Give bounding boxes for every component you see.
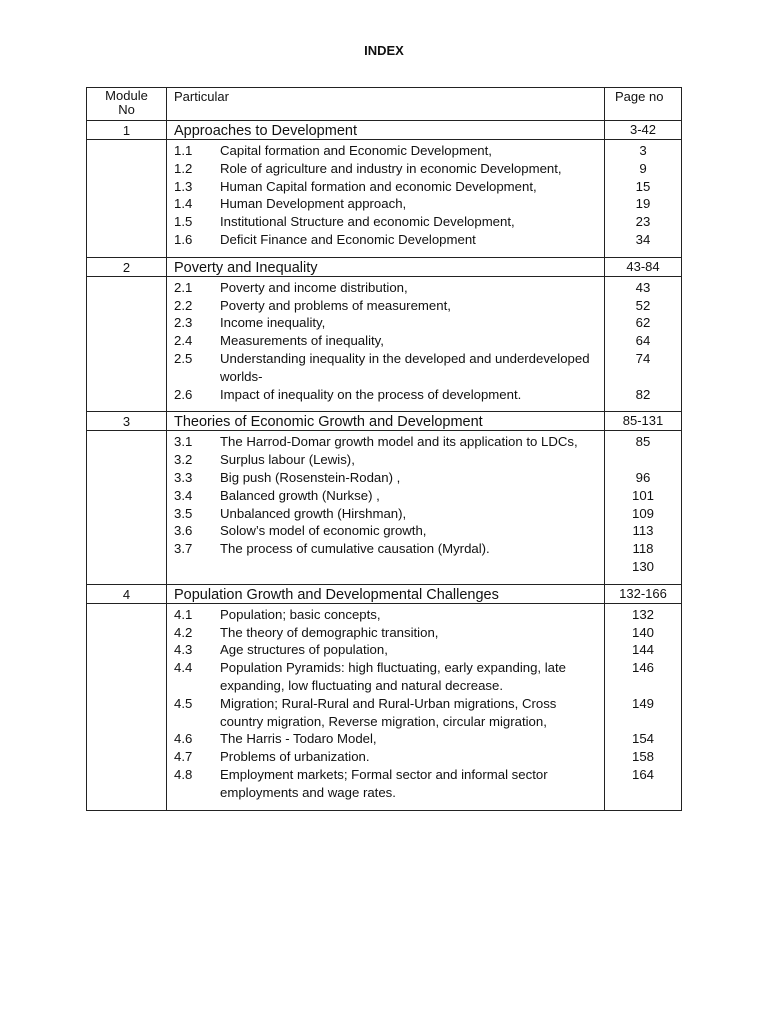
item-page: 64 <box>635 333 651 349</box>
header-row <box>87 88 682 121</box>
item-number: 4.8 <box>174 766 193 782</box>
list-item <box>167 142 604 160</box>
item-page: 146 <box>631 660 654 676</box>
item-text: Population Pyramids: high fluctuating, early expanding, late expanding, low fluctuating and natural decrease. <box>220 660 567 693</box>
item-number: 1.2 <box>174 160 193 176</box>
item-text: Measurements of inequality, <box>220 333 384 349</box>
item-number: 3.7 <box>174 541 193 557</box>
item-text: Income inequality, <box>220 315 326 331</box>
item-text: Employment markets; Formal sector and informal sector employments and wage rates. <box>220 766 548 800</box>
module-items <box>167 431 605 584</box>
module-number: 1 <box>87 121 167 140</box>
item-text: Big push (Rosenstein-Rodan) , <box>220 469 401 485</box>
item-number: 3.1 <box>174 434 193 450</box>
item-number: 1.1 <box>174 143 193 158</box>
item-text: Problems of urbanization. <box>220 749 370 765</box>
module-number: 2 <box>87 257 167 276</box>
list-item <box>167 695 604 731</box>
item-number: 3.4 <box>174 487 193 503</box>
module-number: 4 <box>87 584 167 603</box>
item-number: 4.7 <box>174 749 193 765</box>
module-item-pages <box>605 140 682 258</box>
module-item-pages <box>605 431 682 584</box>
item-text: Poverty and income distribution, <box>220 279 408 295</box>
item-text: Surplus labour (Lewis), <box>220 452 355 468</box>
item-page: 74 <box>635 350 651 366</box>
item-page: 85 <box>635 434 651 450</box>
item-number: 3.5 <box>174 505 193 521</box>
module-items-row <box>87 276 682 412</box>
item-page: 19 <box>635 196 651 212</box>
item-number: 1.5 <box>174 214 193 230</box>
list-item <box>167 160 604 178</box>
item-number: 2.6 <box>174 386 193 402</box>
item-text: Balanced growth (Nurkse) , <box>220 487 380 503</box>
list-item <box>167 386 604 404</box>
list-item <box>167 505 604 523</box>
list-item <box>167 350 604 386</box>
item-page: 113 <box>632 523 654 539</box>
item-number: 4.1 <box>174 606 193 622</box>
module-title-row <box>87 121 682 140</box>
item-text: Role of agriculture and industry in economic Development, <box>220 160 562 176</box>
item-text: Understanding inequality in the developed and underdeveloped worlds- <box>220 350 590 384</box>
list-item <box>167 641 604 659</box>
list-item <box>167 195 604 213</box>
item-page: 158 <box>631 749 654 765</box>
item-text: The process of cumulative causation (Myrdal). <box>220 541 490 557</box>
item-number: 4.2 <box>174 624 193 640</box>
list-item <box>167 297 604 315</box>
module-items <box>167 276 605 412</box>
list-item <box>167 314 604 332</box>
item-text: Capital formation and Economic Development, <box>220 143 492 158</box>
item-number: 1.3 <box>174 178 193 194</box>
module-item-pages <box>605 276 682 412</box>
header-particular: Particular <box>167 88 605 121</box>
module-title: Poverty and Inequality <box>167 257 605 276</box>
header-no-word: No <box>118 102 135 117</box>
list-item <box>167 332 604 350</box>
list-item <box>167 766 604 802</box>
item-page: 164 <box>631 766 654 782</box>
module-page-range: 85-131 <box>605 412 682 431</box>
list-item <box>167 606 604 624</box>
header-page-no: Page no <box>605 88 682 121</box>
item-page: 43 <box>635 279 651 295</box>
index-body <box>87 121 682 811</box>
item-number: 1.4 <box>174 196 193 212</box>
item-text: Poverty and problems of measurement, <box>220 297 451 313</box>
module-number-blank <box>87 276 167 412</box>
module-page-range: 132-166 <box>605 584 682 603</box>
item-number: 2.1 <box>174 279 193 295</box>
item-number: 1.6 <box>174 231 193 247</box>
module-title-row <box>87 257 682 276</box>
item-text: The Harris - Todaro Model, <box>220 731 377 747</box>
item-text: Institutional Structure and economic Development, <box>220 214 515 230</box>
module-number-blank <box>87 431 167 584</box>
list-item <box>167 433 604 451</box>
list-item <box>167 522 604 540</box>
index-table <box>86 87 682 811</box>
module-items <box>167 603 605 810</box>
header-module-word: Module <box>105 88 148 103</box>
module-items-row <box>87 603 682 810</box>
item-text: The Harrod-Domar growth model and its application to LDCs, <box>220 434 578 450</box>
module-title-row <box>87 412 682 431</box>
item-page: 15 <box>635 178 651 194</box>
item-number: 2.4 <box>174 333 193 349</box>
item-page: 96 <box>635 469 651 485</box>
module-page-range: 3-42 <box>605 121 682 140</box>
module-title: Approaches to Development <box>167 121 605 140</box>
item-page: 130 <box>631 558 654 574</box>
list-item <box>167 487 604 505</box>
item-page: 149 <box>631 695 654 711</box>
item-number: 3.3 <box>174 469 193 485</box>
module-title-row <box>87 584 682 603</box>
list-item <box>167 213 604 231</box>
item-page: 132 <box>631 606 654 622</box>
module-page-range: 43-84 <box>605 257 682 276</box>
module-items-row <box>87 140 682 258</box>
module-number-blank <box>87 140 167 258</box>
list-item <box>167 279 604 297</box>
header-module-no <box>87 88 167 121</box>
module-item-pages <box>605 603 682 810</box>
item-text: Age structures of population, <box>220 642 388 658</box>
item-page: 144 <box>631 642 654 658</box>
item-text: Solow’s model of economic growth, <box>220 523 427 539</box>
item-number: 2.2 <box>174 297 193 313</box>
item-page: 154 <box>631 731 654 747</box>
module-title: Theories of Economic Growth and Development <box>167 412 605 431</box>
module-number-blank <box>87 603 167 810</box>
item-text: Population; basic concepts, <box>220 606 381 622</box>
item-number: 4.3 <box>174 642 193 658</box>
module-title: Population Growth and Developmental Challenges <box>167 584 605 603</box>
item-page: 62 <box>635 315 651 331</box>
list-item <box>167 624 604 642</box>
item-page: 3 <box>639 143 647 158</box>
item-text: Human Capital formation and economic Development, <box>220 178 537 194</box>
list-item <box>167 178 604 196</box>
list-item <box>167 469 604 487</box>
item-text: Human Development approach, <box>220 196 407 212</box>
item-text: The theory of demographic transition, <box>220 624 439 640</box>
module-number: 3 <box>87 412 167 431</box>
list-item <box>167 659 604 695</box>
module-items-row <box>87 431 682 584</box>
item-text: Unbalanced growth (Hirshman), <box>220 505 407 521</box>
module-items <box>167 140 605 258</box>
item-number: 2.3 <box>174 315 193 331</box>
item-page: 101 <box>631 487 654 503</box>
item-number: 3.6 <box>174 523 193 539</box>
list-item <box>167 540 604 558</box>
item-text: Migration; Rural-Rural and Rural-Urban migrations, Cross country migration, Reverse migration, circular migration, <box>220 695 557 729</box>
item-text: Impact of inequality on the process of development. <box>220 386 522 402</box>
list-item <box>167 451 604 469</box>
page-title: INDEX <box>364 43 404 58</box>
item-page: 109 <box>631 505 654 521</box>
item-number: 3.2 <box>174 452 193 468</box>
item-number: 4.5 <box>174 695 193 711</box>
list-item <box>167 730 604 748</box>
item-page: 52 <box>635 297 651 313</box>
item-number: 2.5 <box>174 350 193 366</box>
item-text: Deficit Finance and Economic Development <box>220 231 476 247</box>
item-page: 9 <box>639 160 647 176</box>
item-page: 140 <box>631 624 654 640</box>
item-page: 82 <box>635 386 651 402</box>
item-page: 118 <box>632 541 654 557</box>
list-item <box>167 231 604 249</box>
item-number: 4.4 <box>174 660 193 676</box>
item-number: 4.6 <box>174 731 193 747</box>
list-item <box>167 748 604 766</box>
item-page: 34 <box>635 231 651 247</box>
item-page: 23 <box>635 214 651 230</box>
